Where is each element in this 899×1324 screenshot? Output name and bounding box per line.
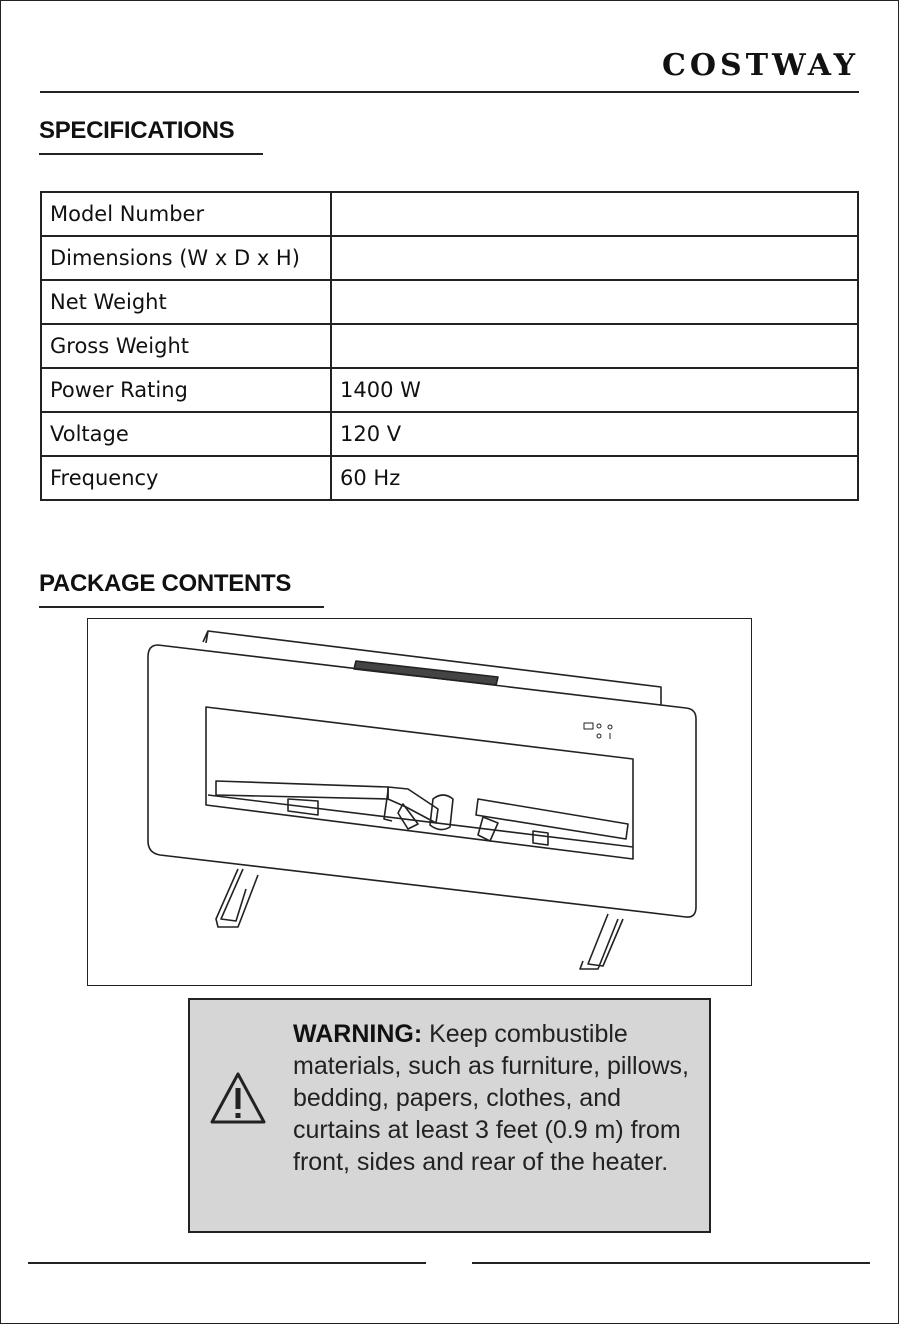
spec-value bbox=[331, 192, 858, 236]
table-row bbox=[41, 236, 858, 280]
spec-value bbox=[331, 280, 858, 324]
specifications-table bbox=[40, 191, 859, 501]
spec-value: 60 Hz bbox=[331, 456, 858, 500]
warning-label: WARNING: bbox=[293, 1020, 423, 1048]
spec-label: Power Rating bbox=[41, 368, 331, 412]
warning-body: Keep combustible materials, such as furniture, pillows, bedding, papers, clothes, and curtains at least 3 feet (0.9 m) from front, sides and rear of the heater. bbox=[293, 1020, 689, 1176]
spec-value: 120 V bbox=[331, 412, 858, 456]
spec-label: Voltage bbox=[41, 412, 331, 456]
spec-value bbox=[331, 236, 858, 280]
table-row bbox=[41, 192, 858, 236]
spec-value bbox=[331, 324, 858, 368]
package-contents-title: PACKAGE CONTENTS bbox=[39, 570, 292, 597]
fireplace-illustration bbox=[87, 618, 752, 986]
specifications-underline bbox=[39, 153, 263, 155]
specifications-title: SPECIFICATIONS bbox=[39, 117, 235, 144]
spec-label: Dimensions (W x D x H) bbox=[41, 236, 331, 280]
table-row bbox=[41, 280, 858, 324]
fireplace-drawing bbox=[88, 619, 751, 985]
spec-label: Model Number bbox=[41, 192, 331, 236]
footer-divider-right bbox=[472, 1262, 870, 1264]
table-row bbox=[41, 412, 858, 456]
header-divider bbox=[40, 91, 859, 93]
footer-divider-left bbox=[28, 1262, 426, 1264]
table-row bbox=[41, 324, 858, 368]
package-contents-underline bbox=[39, 606, 324, 608]
warning-box bbox=[188, 998, 711, 1233]
table-row bbox=[41, 456, 858, 500]
brand-logo: COSTWAY bbox=[662, 48, 859, 83]
spec-value: 1400 W bbox=[331, 368, 858, 412]
warning-icon bbox=[208, 1070, 268, 1126]
spec-label: Gross Weight bbox=[41, 324, 331, 368]
spec-label: Net Weight bbox=[41, 280, 331, 324]
warning-text bbox=[293, 1018, 703, 1178]
spec-label: Frequency bbox=[41, 456, 331, 500]
table-row bbox=[41, 368, 858, 412]
